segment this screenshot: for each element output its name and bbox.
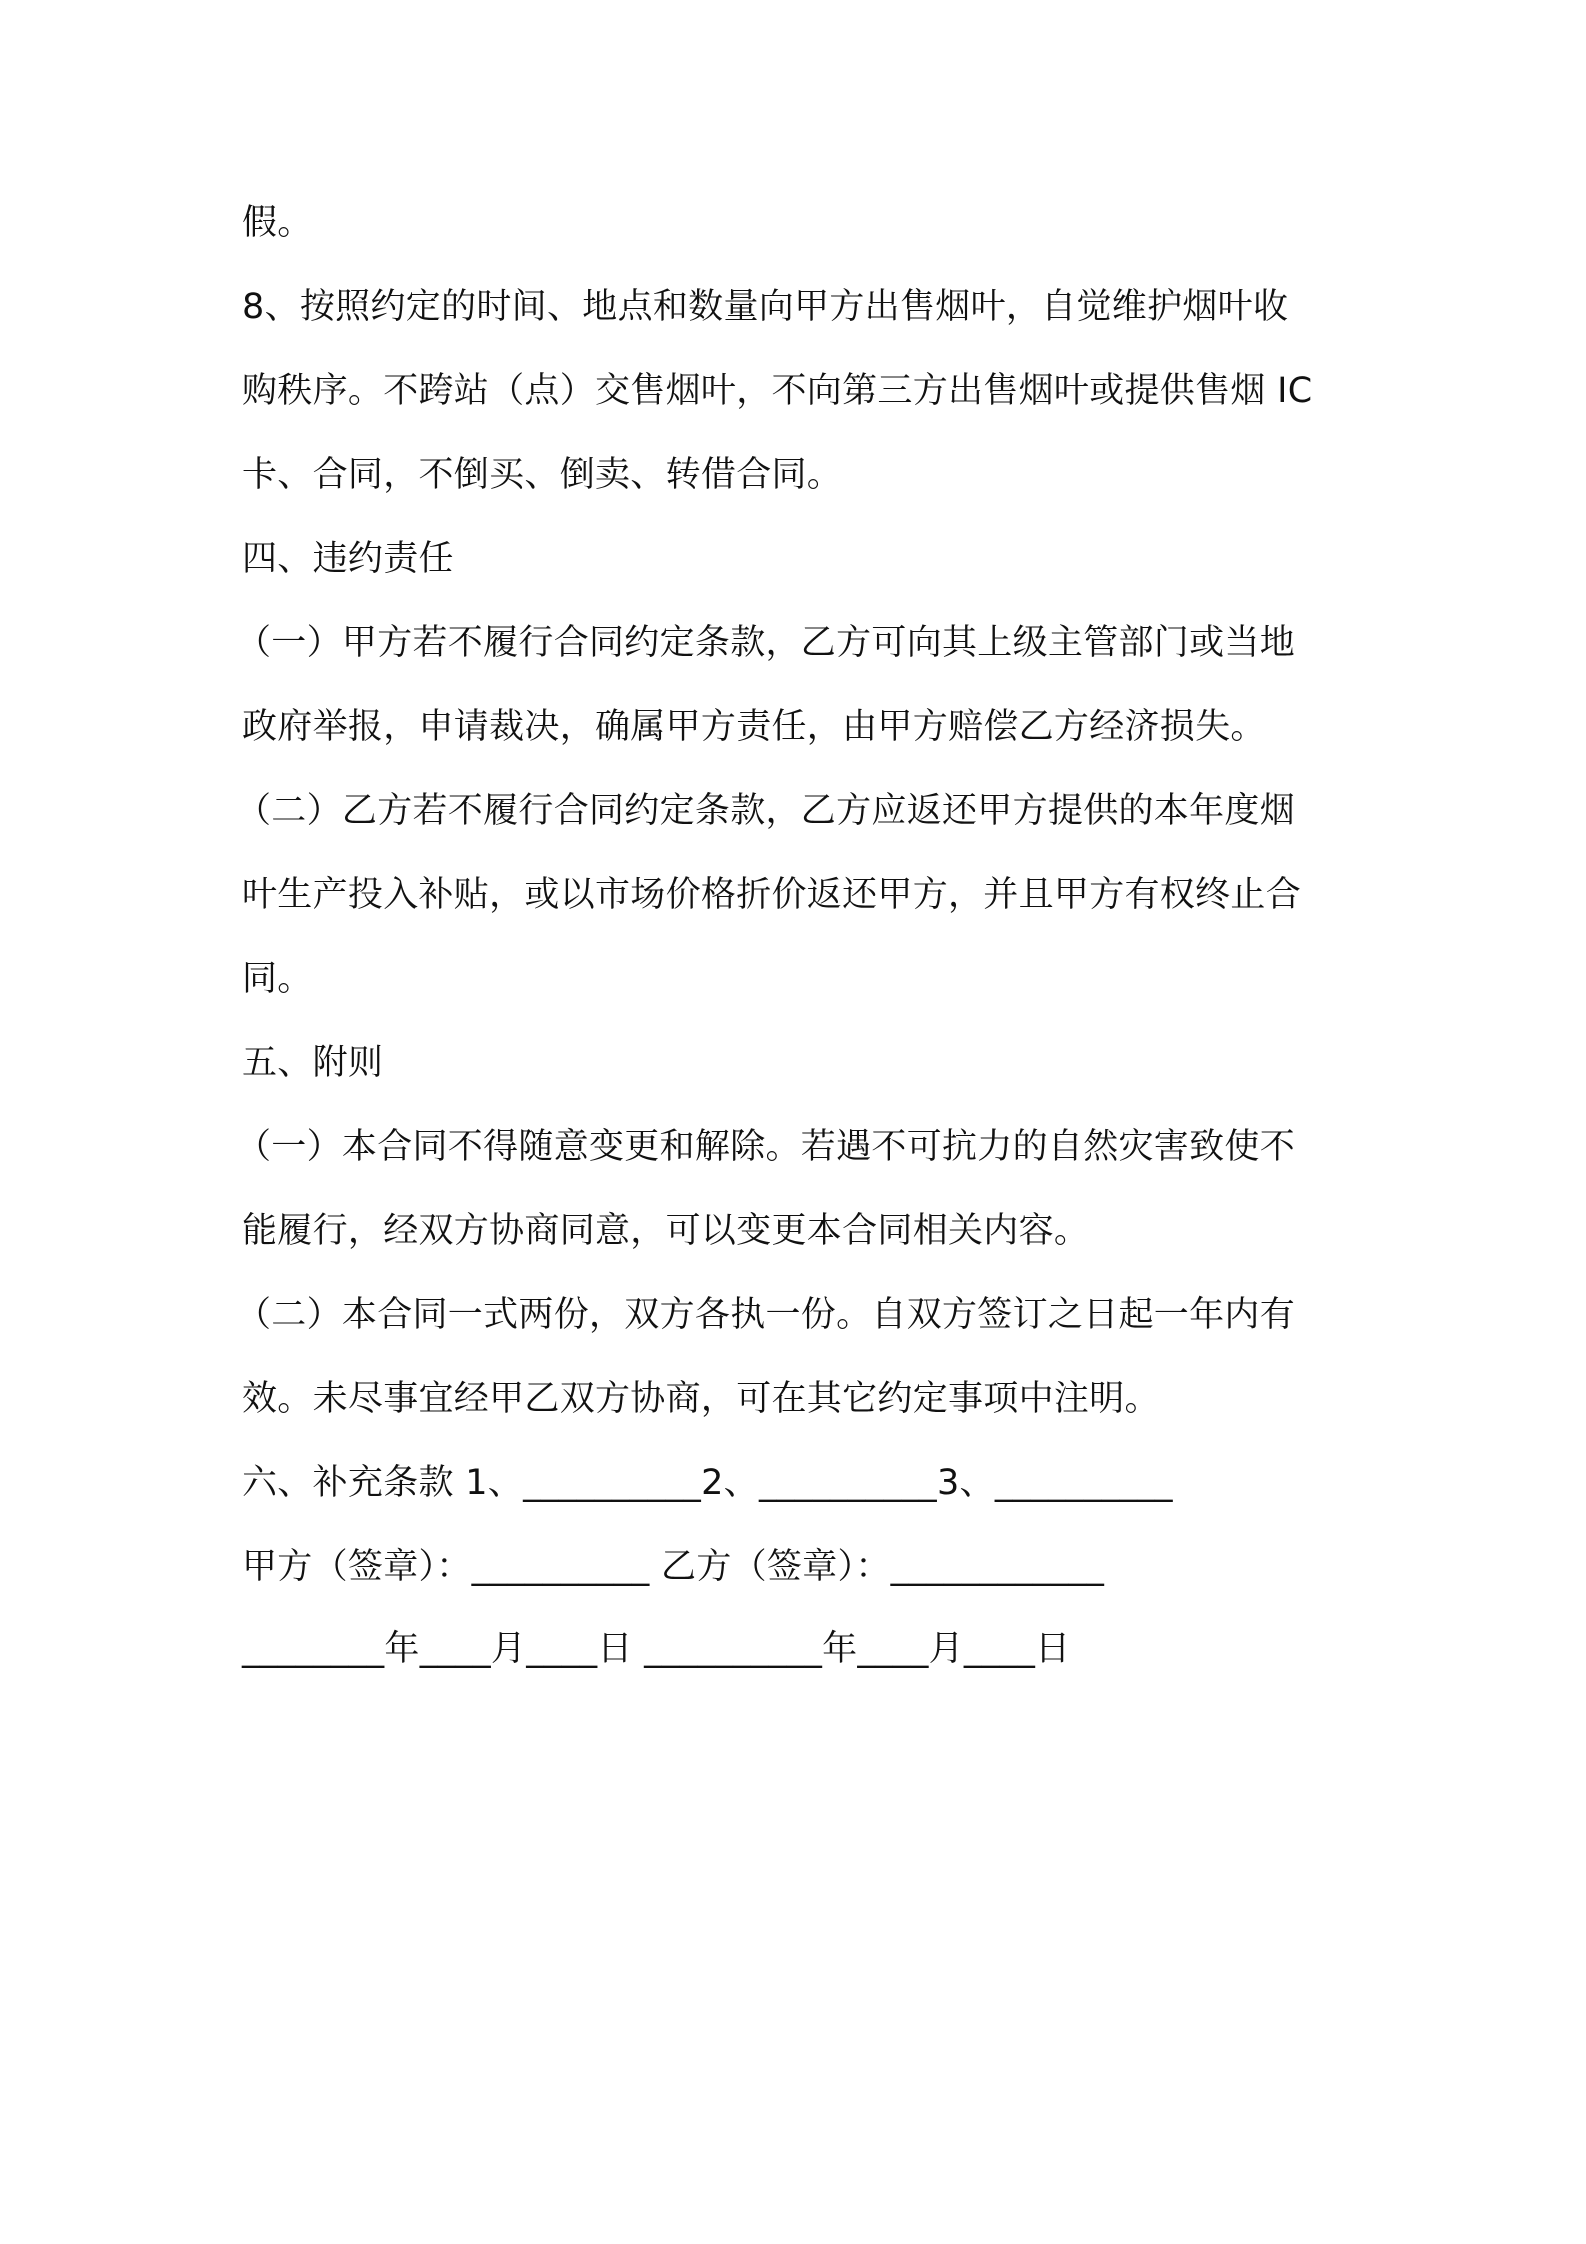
text-line: （二）本合同一式两份，双方各执一份。自双方签订之日起一年内有: [236, 1295, 1296, 1335]
text-line: （二）乙方若不履行合同约定条款，乙方应返还甲方提供的本年度烟: [236, 791, 1296, 831]
text-line: 假。: [242, 203, 313, 243]
text-line: 卡、合同，不倒买、倒卖、转借合同。: [242, 455, 843, 495]
text-line: 叶生产投入补贴，或以市场价格折价返还甲方，并且甲方有权终止合: [242, 875, 1302, 915]
supplementary-clauses-line: 六、补充条款 1、__________2、__________3、__________: [242, 1463, 1173, 1503]
section-heading-breach-liability: 四、违约责任: [242, 539, 454, 579]
signature-line: 甲方（签章）：__________ 乙方（签章）：____________: [242, 1547, 1105, 1587]
text-line: 购秩序。不跨站（点）交售烟叶，不向第三方出售烟叶或提供售烟 IC: [242, 371, 1313, 411]
text-line: 效。未尽事宜经甲乙双方协商，可在其它约定事项中注明。: [242, 1379, 1160, 1419]
text-line: 同。: [242, 959, 313, 999]
date-line: ________年____月____日 __________年____月____日: [242, 1629, 1071, 1669]
text-line: 8、按照约定的时间、地点和数量向甲方出售烟叶，自觉维护烟叶收: [242, 287, 1289, 327]
text-line: 政府举报，申请裁决，确属甲方责任，由甲方赔偿乙方经济损失。: [242, 707, 1266, 747]
text-line: 能履行，经双方协商同意，可以变更本合同相关内容。: [242, 1211, 1090, 1251]
text-line: （一）本合同不得随意变更和解除。若遇不可抗力的自然灾害致使不: [236, 1127, 1296, 1167]
text-line: （一）甲方若不履行合同约定条款，乙方可向其上级主管部门或当地: [236, 623, 1296, 663]
section-heading-supplementary: 五、附则: [242, 1043, 384, 1083]
